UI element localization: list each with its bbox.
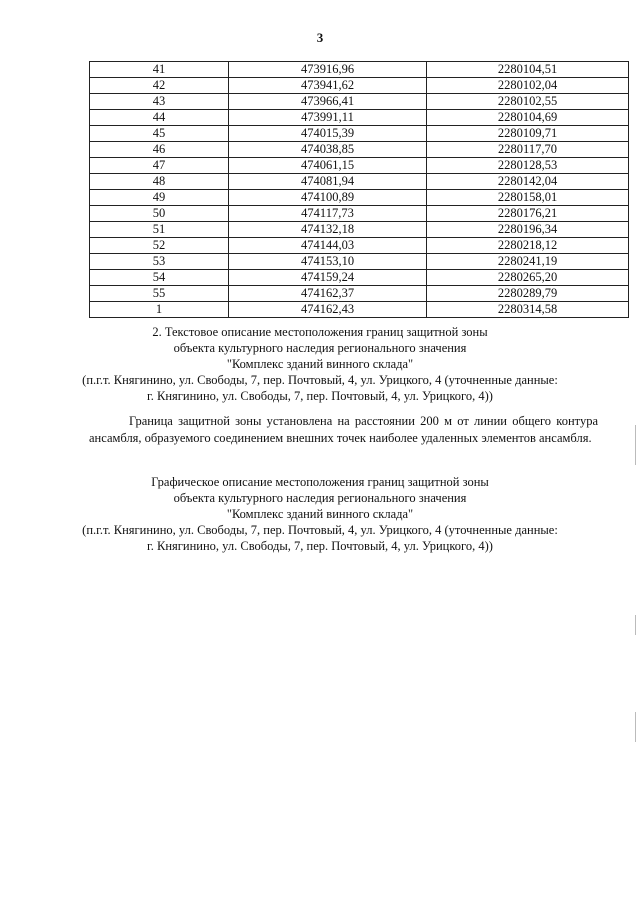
y-coordinate-cell: 2280128,53 — [427, 158, 629, 174]
point-number-cell: 43 — [90, 94, 229, 110]
x-coordinate-cell: 474144,03 — [229, 238, 427, 254]
y-coordinate-cell: 2280265,20 — [427, 270, 629, 286]
x-coordinate-cell: 474159,24 — [229, 270, 427, 286]
x-coordinate-cell: 474038,85 — [229, 142, 427, 158]
point-number-cell: 51 — [90, 222, 229, 238]
y-coordinate-cell: 2280218,12 — [427, 238, 629, 254]
x-coordinate-cell: 474162,37 — [229, 286, 427, 302]
point-number-cell: 45 — [90, 126, 229, 142]
point-number-cell: 54 — [90, 270, 229, 286]
x-coordinate-cell: 473916,96 — [229, 62, 427, 78]
text-description-address: (п.г.т. Княгинино, ул. Свободы, 7, пер. Почтовый, 4, ул. Урицкого, 4 (уточненные данные: — [82, 373, 558, 387]
point-number-cell: 53 — [90, 254, 229, 270]
y-coordinate-cell: 2280102,55 — [427, 94, 629, 110]
x-coordinate-cell: 474117,73 — [229, 206, 427, 222]
x-coordinate-cell: 473966,41 — [229, 94, 427, 110]
graphic-description-address: (п.г.т. Княгинино, ул. Свободы, 7, пер. Почтовый, 4, ул. Урицкого, 4 (уточненные данные: — [82, 523, 558, 537]
y-coordinate-cell: 2280241,19 — [427, 254, 629, 270]
boundary-paragraph: Граница защитной зоны установлена на расстоянии 200 м от линии общего контура ансамбля, образуемого соединением внешних точек наиболее удаленных элементов ансамбля. — [89, 414, 598, 445]
y-coordinate-cell: 2280102,04 — [427, 78, 629, 94]
table-row — [90, 286, 629, 302]
page-number: 3 — [316, 30, 324, 45]
y-coordinate-cell: 2280104,51 — [427, 62, 629, 78]
table-row — [90, 302, 629, 318]
graphic-description-address-refined: г. Княгинино, ул. Свободы, 7, пер. Почтовый, 4, ул. Урицкого, 4)) — [147, 539, 493, 553]
table-row — [90, 254, 629, 270]
y-coordinate-cell: 2280314,58 — [427, 302, 629, 318]
table-row — [90, 158, 629, 174]
graphic-description-heading — [0, 474, 640, 554]
table-row — [90, 94, 629, 110]
y-coordinate-cell: 2280117,70 — [427, 142, 629, 158]
table-row — [90, 206, 629, 222]
y-coordinate-cell: 2280109,71 — [427, 126, 629, 142]
x-coordinate-cell: 473991,11 — [229, 110, 427, 126]
point-number-cell: 55 — [90, 286, 229, 302]
point-number-cell: 1 — [90, 302, 229, 318]
table-row — [90, 222, 629, 238]
y-coordinate-cell: 2280158,01 — [427, 190, 629, 206]
point-number-cell: 41 — [90, 62, 229, 78]
scan-edge-mark — [635, 615, 636, 635]
scan-edge-mark — [635, 712, 636, 742]
x-coordinate-cell: 474081,94 — [229, 174, 427, 190]
y-coordinate-cell: 2280104,69 — [427, 110, 629, 126]
table-row — [90, 78, 629, 94]
point-number-cell: 50 — [90, 206, 229, 222]
x-coordinate-cell: 474015,39 — [229, 126, 427, 142]
y-coordinate-cell: 2280196,34 — [427, 222, 629, 238]
point-number-cell: 44 — [90, 110, 229, 126]
table-row — [90, 62, 629, 78]
graphic-description-object-name: "Комплекс зданий винного склада" — [226, 507, 414, 521]
x-coordinate-cell: 474132,18 — [229, 222, 427, 238]
table-row — [90, 142, 629, 158]
x-coordinate-cell: 474162,43 — [229, 302, 427, 318]
x-coordinate-cell: 474100,89 — [229, 190, 427, 206]
y-coordinate-cell: 2280289,79 — [427, 286, 629, 302]
x-coordinate-cell: 474061,15 — [229, 158, 427, 174]
point-number-cell: 48 — [90, 174, 229, 190]
table-row — [90, 174, 629, 190]
coordinates-table — [89, 61, 629, 318]
table-row — [90, 238, 629, 254]
scan-edge-mark — [635, 425, 636, 465]
graphic-description-title: Графическое описание местоположения границ защитной зоны — [151, 475, 489, 489]
text-description-object-type: объекта культурного наследия регионального значения — [173, 341, 467, 355]
text-description-object-name: "Комплекс зданий винного склада" — [226, 357, 414, 371]
graphic-description-object-type: объекта культурного наследия регионального значения — [173, 491, 467, 505]
x-coordinate-cell: 473941,62 — [229, 78, 427, 94]
table-row — [90, 110, 629, 126]
y-coordinate-cell: 2280176,21 — [427, 206, 629, 222]
coordinates-table-body — [90, 62, 629, 318]
point-number-cell: 46 — [90, 142, 229, 158]
x-coordinate-cell: 474153,10 — [229, 254, 427, 270]
point-number-cell: 47 — [90, 158, 229, 174]
text-description-address-refined: г. Княгинино, ул. Свободы, 7, пер. Почтовый, 4, ул. Урицкого, 4)) — [147, 389, 493, 403]
point-number-cell: 49 — [90, 190, 229, 206]
table-row — [90, 126, 629, 142]
text-description-title: 2. Текстовое описание местоположения границ защитной зоны — [152, 325, 488, 339]
table-row — [90, 270, 629, 286]
table-row — [90, 190, 629, 206]
y-coordinate-cell: 2280142,04 — [427, 174, 629, 190]
point-number-cell: 52 — [90, 238, 229, 254]
text-description-heading — [0, 324, 640, 404]
boundary-description — [89, 413, 598, 446]
point-number-cell: 42 — [90, 78, 229, 94]
